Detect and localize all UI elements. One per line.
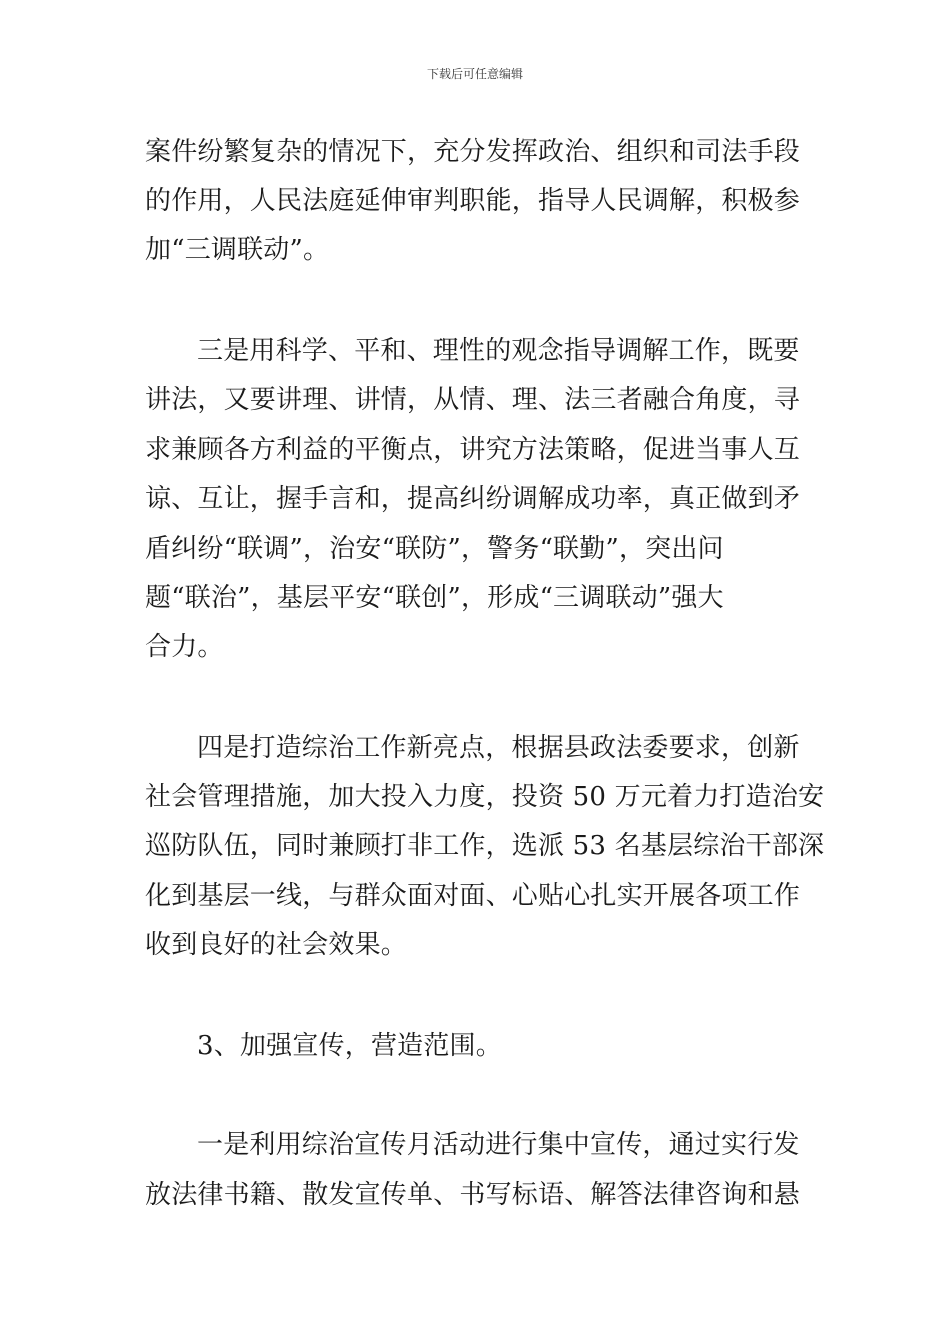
paragraph-3-line-5: 收到良好的社会效果。 [145,930,408,960]
paragraph-1-line-3: 加“三调联动”。 [145,235,330,265]
paragraph-5-line-1: 一是利用综治宣传月活动进行集中宣传，通过实行发 [197,1130,800,1160]
page-header-note: 下载后可任意编辑 [426,67,523,81]
paragraph-5-line-2: 放法律书籍、散发宣传单、书写标语、解答法律咨询和悬 [145,1180,801,1210]
paragraph-2-line-5: 盾纠纷“联调”，治安“联防”，警务“联勤”，突出问 [145,534,724,564]
section-heading-3: 3、加强宣传，营造范围。 [197,1031,502,1061]
paragraph-2-line-3: 求兼顾各方利益的平衡点，讲究方法策略，促进当事人互 [145,435,801,465]
paragraph-2-line-7: 合力。 [145,632,224,662]
paragraph-3-line-3: 巡防队伍，同时兼顾打非工作，选派 53 名基层综治干部深 [145,831,825,861]
paragraph-1-line-1: 案件纷繁复杂的情况下，充分发挥政治、组织和司法手段 [145,137,801,167]
paragraph-2-line-4: 谅、互让，握手言和，提高纠纷调解成功率，真正做到矛 [145,484,801,514]
paragraph-3-line-1: 四是打造综治工作新亮点，根据县政法委要求，创新 [197,733,800,763]
paragraph-3-line-2: 社会管理措施，加大投入力度，投资 50 万元着力打造治安 [145,782,825,812]
paragraph-2-line-2: 讲法，又要讲理、讲情，从情、理、法三者融合角度，寻 [145,385,801,415]
paragraph-3-line-4: 化到基层一线，与群众面对面、心贴心扎实开展各项工作 [145,881,801,911]
paragraph-2-line-6: 题“联治”，基层平安“联创”，形成“三调联动”强大 [145,583,724,613]
paragraph-2-line-1: 三是用科学、平和、理性的观念指导调解工作，既要 [197,336,800,366]
paragraph-1-line-2: 的作用，人民法庭延伸审判职能，指导人民调解，积极参 [145,186,801,216]
